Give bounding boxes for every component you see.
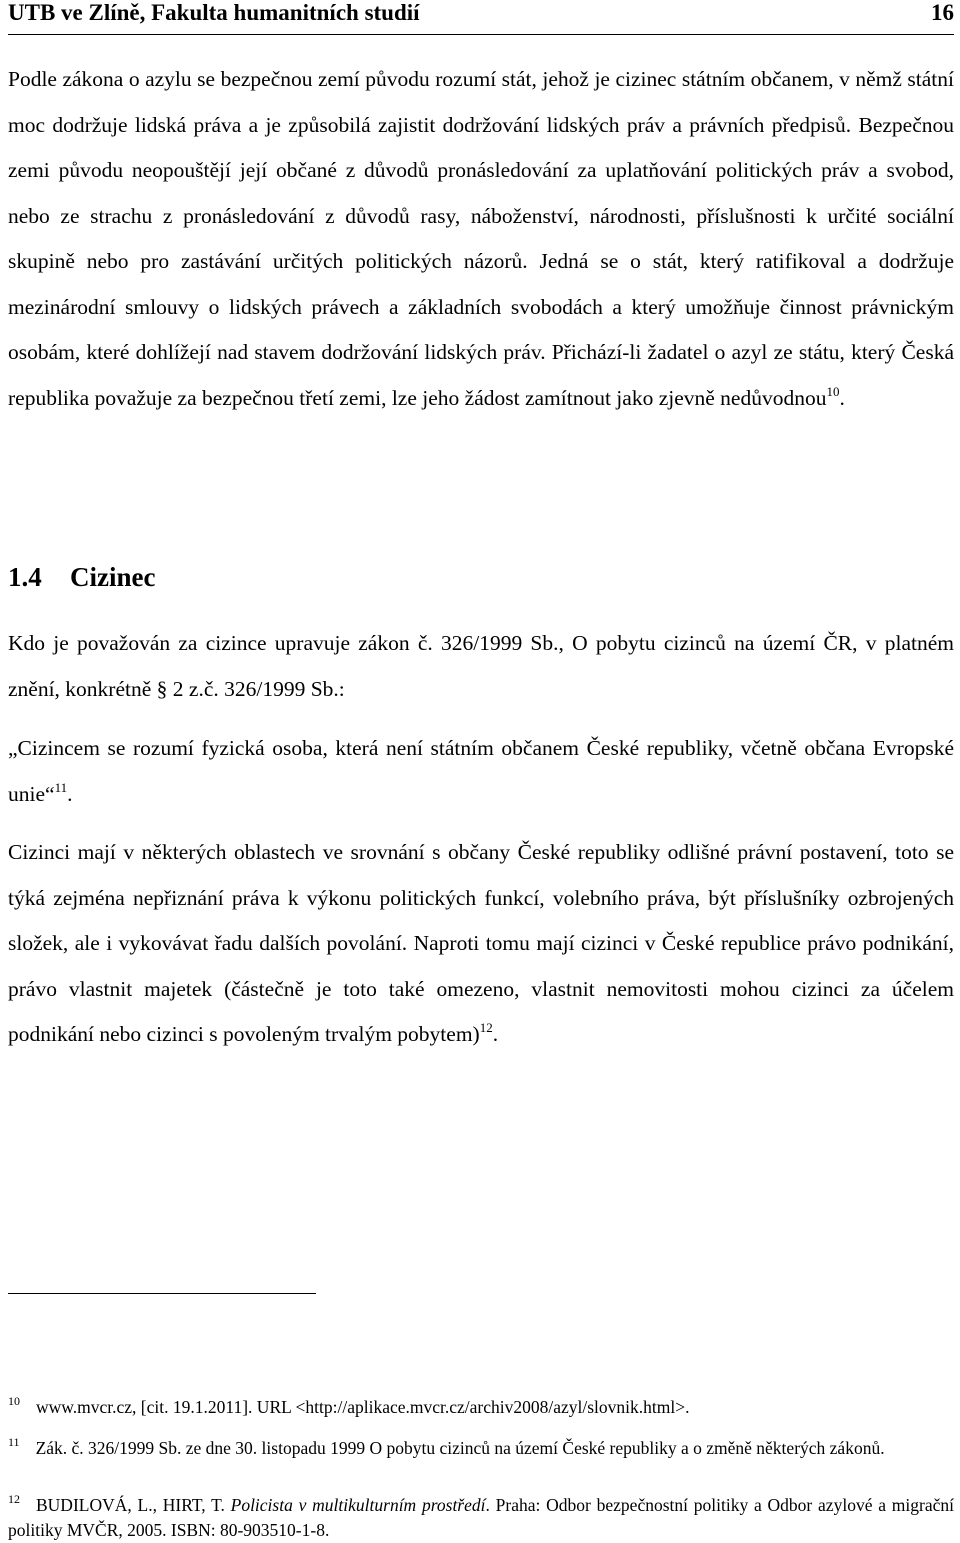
section-title: Cizinec — [70, 562, 156, 592]
paragraph-text: Kdo je považován za cizince upravuje zákon č. 326/1999 Sb., O pobytu cizinců na území ČR, v platném znění, konkrétně § 2 z.č. 326/1999 Sb.: — [8, 631, 954, 701]
footnote-number: 10 — [8, 1394, 20, 1408]
footnote-publication: . Praha: Odbor bezpečnostní politiky a Odbor azylové a migrační politiky MVČR, 2005. ISBN: 80-903510-1-8. — [8, 1495, 954, 1540]
section-number: 1.4 — [8, 562, 42, 592]
footnote-10 — [8, 1395, 954, 1420]
footnote-12 — [8, 1493, 954, 1543]
paragraph-tail: . — [492, 1022, 499, 1046]
footnote-number: 12 — [8, 1492, 20, 1506]
footnote-book-title: Policista v multikulturním prostředí — [230, 1495, 486, 1515]
running-header — [8, 0, 954, 35]
footnote-ref-12[interactable]: 12 — [479, 1020, 493, 1035]
quote-text: „Cizincem se rozumí fyzická osoba, která není státním občanem České republiky, včetně občana Evropské unie“ — [8, 736, 954, 806]
header-title: UTB ve Zlíně, Fakulta humanitních studií — [8, 0, 420, 25]
footnote-11 — [8, 1436, 954, 1461]
quote-tail: . — [67, 781, 73, 806]
footnote-ref-11[interactable]: 11 — [54, 779, 68, 795]
page-number: 16 — [931, 0, 954, 25]
paragraph-tail: . — [839, 385, 845, 410]
footnote-ref-10[interactable]: 10 — [826, 383, 840, 399]
paragraph-safe-country — [8, 57, 954, 421]
footnote-text: www.mvcr.cz, [cit. 19.1.2011]. URL <http://aplikace.mvcr.cz/archiv2008/azyl/slovnik.html>. — [36, 1397, 690, 1417]
paragraph-foreigner-definition — [8, 621, 954, 712]
legal-quote — [8, 726, 954, 817]
footnote-number: 11 — [8, 1435, 20, 1449]
footnote-author: BUDILOVÁ, L., HIRT, T. — [36, 1495, 225, 1515]
section-heading — [8, 562, 155, 593]
footnote-text: Zák. č. 326/1999 Sb. ze dne 30. listopadu 1999 O pobytu cizinců na území České republiky a o změně některých zákonů. — [35, 1438, 885, 1458]
paragraph-text: Cizinci mají v některých oblastech ve srovnání s občany České republiky odlišné právní postavení, toto se týká zejména nepřiznání práva k výkonu politických funkcí, volebního práva, být příslušníky ozbrojených složek, ale i vykovávat řadu dalších povolání. Naproti tomu mají cizinci v České republice právo podnikání, právo vlastnit majetek (částečně je toto také omezeno, vlastnit nemovitosti mohou cizinci za účelem podnikání nebo cizinci s povoleným trvalým pobytem) — [8, 840, 954, 1046]
footnote-separator — [8, 1293, 316, 1294]
paragraph-text: Podle zákona o azylu se bezpečnou zemí původu rozumí stát, jehož je cizinec státním občanem, v němž státní moc dodržuje lidská práva a je způsobilá zajistit dodržování lidských práv a právních předpisů. Bezpečnou zemi původu neopouštějí její občané z důvodů pronásledování za uplatňování politických práv a svobod, nebo ze strachu z pronásledování z důvodů rasy, náboženství, národnosti, příslušnosti k určité sociální skupině nebo pro zastávání určitých politických názorů. Jedná se o stát, který ratifikoval a dodržuje mezinárodní smlouvy o lidských právech a základních svobodách a který umožňuje činnost právnickým osobám, které dohlížejí nad stavem dodržování lidských práv. Přichází-li žadatel o azyl ze státu, který Česká republika považuje za bezpečnou třetí zemi, lze jeho žádost zamítnout jako zjevně nedůvodnou — [8, 67, 954, 410]
paragraph-foreigner-rights — [8, 830, 954, 1058]
